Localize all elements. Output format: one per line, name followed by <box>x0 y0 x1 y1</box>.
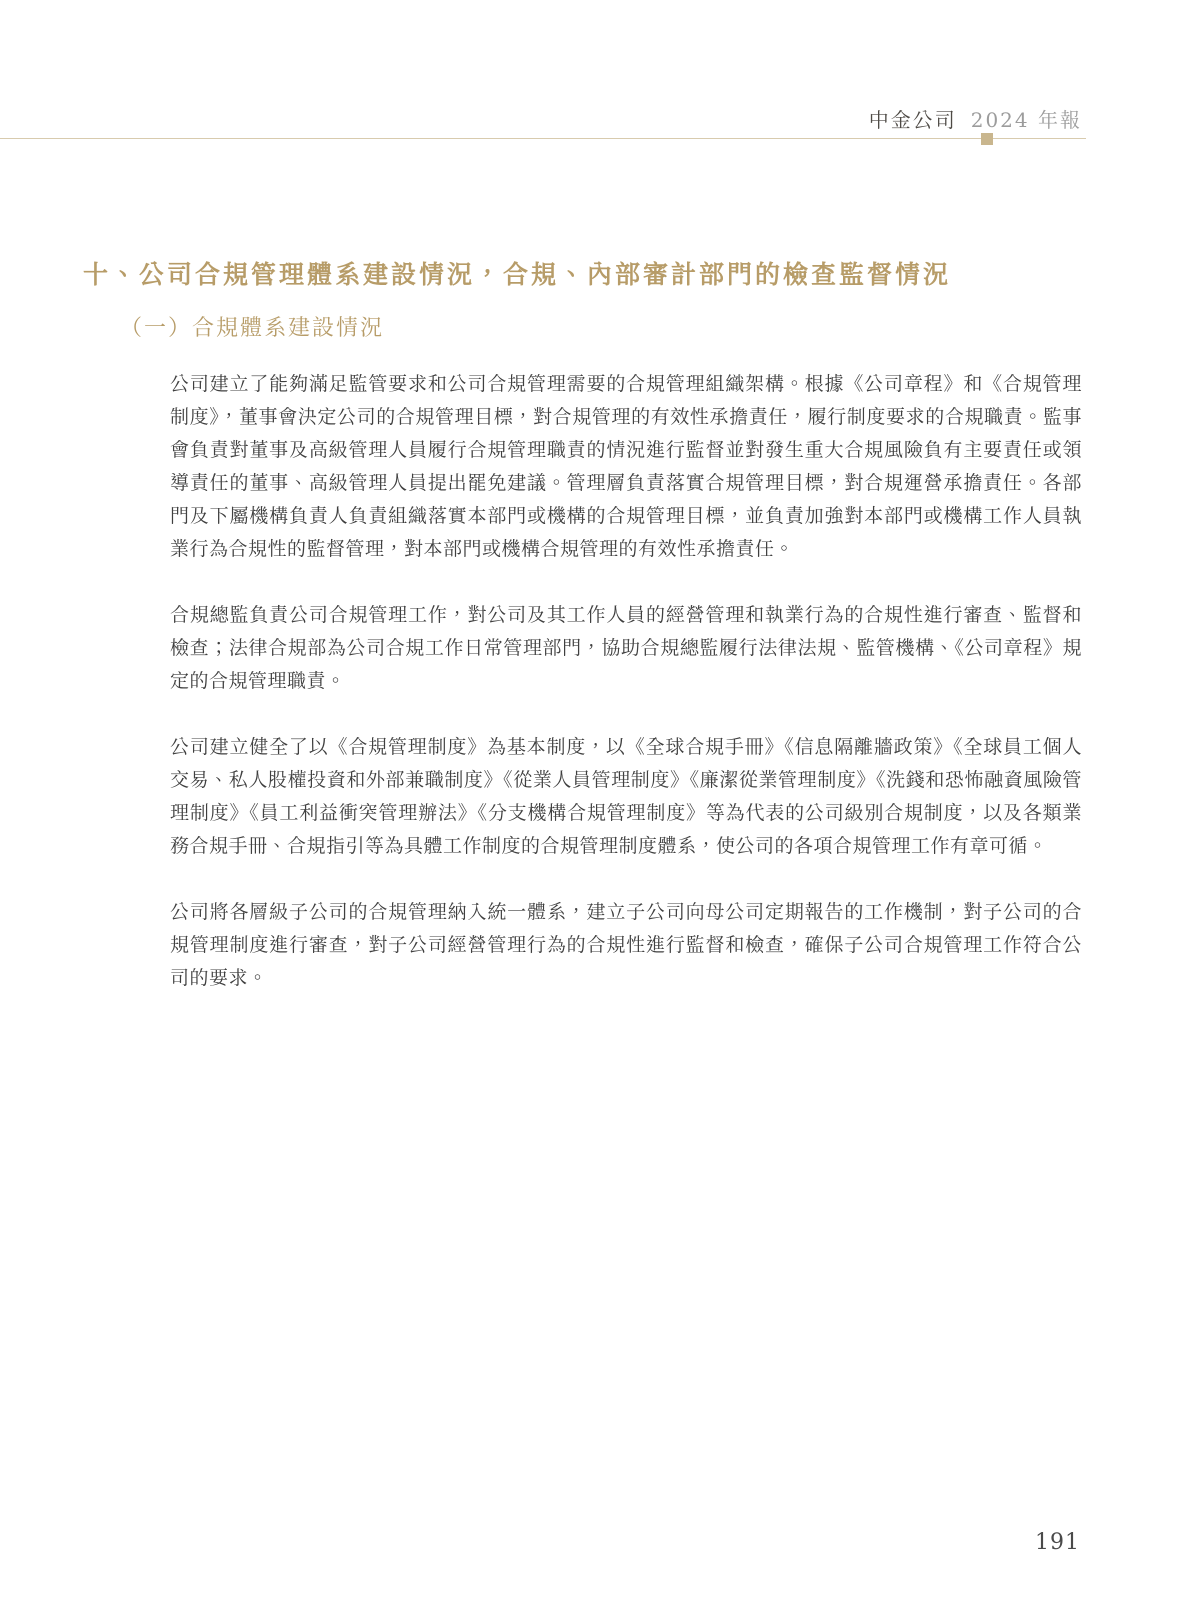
paragraph: 公司將各層級子公司的合規管理納入統一體系，建立子公司向母公司定期報告的工作機制，對子公司的合規管理制度進行審查，對子公司經營管理行為的合規性進行監督和檢查，確保子公司合規管理工作符合公司的要求。 <box>170 901 1082 989</box>
page-number: 191 <box>1035 1530 1080 1555</box>
report-edition: 2024 年報 <box>970 108 1082 132</box>
body-text <box>170 368 1082 995</box>
main-content <box>83 258 1083 1028</box>
paragraph: 公司建立了能夠滿足監管要求和公司合規管理需要的合規管理組織架構。根據《公司章程》和《合規管理制度》，董事會決定公司的合規管理目標，對合規管理的有效性承擔責任，履行制度要求的合規職責。監事會負責對董事及高級管理人員履行合規管理職責的情況進行監督並對發生重大合規風險負有主要責任或領導責任的董事、高級管理人員提出罷免建議。管理層負責落實合規管理目標，對合規運營承擔責任。各部門及下屬機構負責人負責組織落實本部門或機構的合規管理目標，並負責加強對本部門或機構工作人員執業行為合規性的監督管理，對本部門或機構合規管理的有效性承擔責任。 <box>170 373 1082 560</box>
subsection-title: （一）合規體系建設情況 <box>120 316 385 341</box>
header-rule-square-marker <box>981 133 993 145</box>
header-rule-line <box>0 138 1086 139</box>
section-title: 十、公司合規管理體系建設情況，合規、內部審計部門的檢查監督情況 <box>83 260 952 289</box>
paragraph: 公司建立健全了以《合規管理制度》為基本制度，以《全球合規手冊》《信息隔離牆政策》《全球員工個人交易、私人股權投資和外部兼職制度》《從業人員管理制度》《廉潔從業管理制度》《洗錢和恐怖融資風險管理制度》《員工利益衝突管理辦法》《分支機構合規管理制度》等為代表的公司級別合規制度，以及各類業務合規手冊、合規指引等為具體工作制度的合規管理制度體系，使公司的各項合規管理工作有章可循。 <box>170 736 1082 857</box>
company-name: 中金公司 <box>868 108 957 132</box>
paragraph: 合規總監負責公司合規管理工作，對公司及其工作人員的經營管理和執業行為的合規性進行審查、監督和檢查；法律合規部為公司合規工作日常管理部門，協助合規總監履行法律法規、監管機構、《公司章程》規定的合規管理職責。 <box>170 604 1082 692</box>
running-header <box>869 104 1082 133</box>
